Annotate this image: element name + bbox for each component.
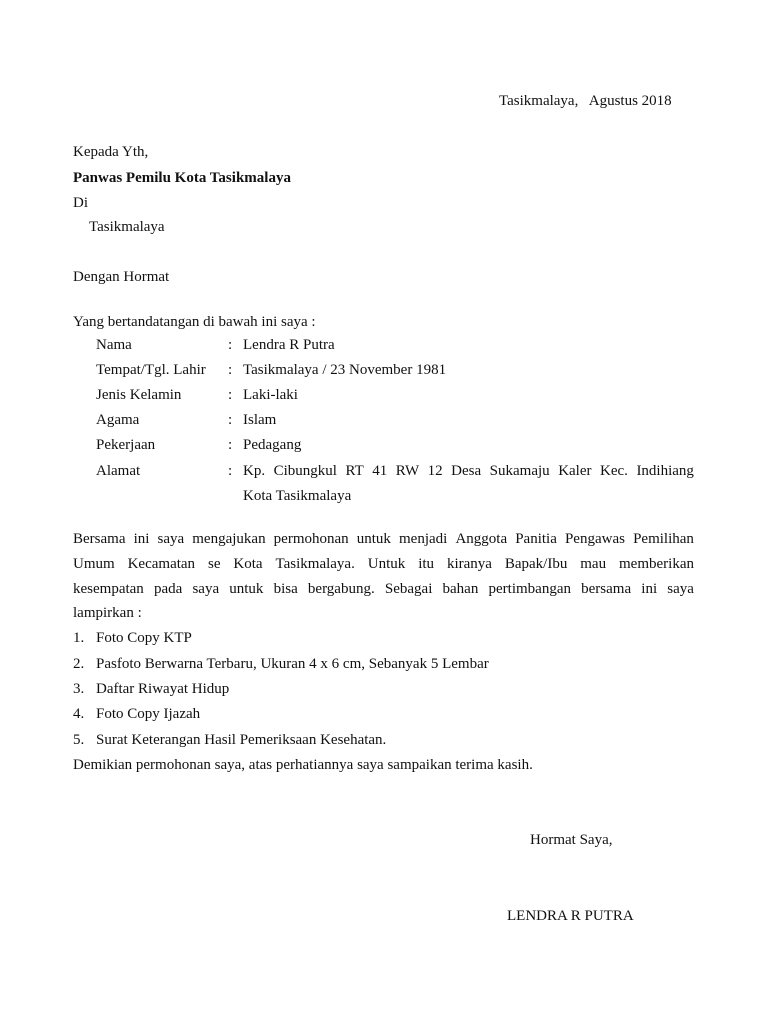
closing-salutation: Hormat Saya, (530, 832, 613, 848)
identity-value: Islam (243, 412, 277, 428)
word: Kota (233, 556, 263, 572)
identity-value: Lendra R Putra (243, 337, 335, 353)
word: untuk (229, 581, 264, 597)
word: Kecamatan (127, 556, 196, 572)
word: Untuk (367, 556, 406, 572)
attachment-item (73, 704, 200, 724)
identity-label: Pekerjaan (96, 437, 156, 453)
attachment-number: 5. (73, 732, 85, 748)
closing-paragraph: Demikian permohonan saya, atas perhatiannya saya sampaikan terima kasih. (73, 757, 533, 773)
attachment-text: Foto Copy Ijazah (96, 706, 201, 722)
word: Sukamaju (489, 463, 550, 479)
word: Bersama (73, 531, 126, 547)
identity-row-name (96, 335, 696, 355)
identity-colon: : (228, 362, 233, 378)
identity-row-gender (96, 385, 696, 405)
signature-name: LENDRA R PUTRA (507, 908, 634, 924)
word: saya (157, 531, 185, 547)
word: Desa (451, 463, 482, 479)
word: Indihiang (636, 463, 694, 479)
attachment-number: 2. (73, 656, 85, 672)
greeting: Dengan Hormat (73, 269, 170, 285)
word: saya (192, 581, 220, 597)
attachment-text: Daftar Riwayat Hidup (96, 681, 230, 697)
word: pertimbangan (488, 581, 571, 597)
word: Umum (73, 556, 115, 572)
word: Kec. (600, 463, 628, 479)
recipient-city: Tasikmalaya (89, 219, 165, 235)
word: Anggota (455, 531, 508, 547)
identity-label: Jenis Kelamin (96, 387, 182, 403)
recipient-di: Di (73, 195, 88, 211)
identity-label: Alamat (96, 463, 141, 479)
attachment-number: 3. (73, 681, 85, 697)
word: Pemilihan (633, 531, 694, 547)
attachment-item (73, 654, 489, 674)
identity-colon: : (228, 337, 233, 353)
attachment-number: 4. (73, 706, 85, 722)
word: menjadi (399, 531, 448, 547)
attachment-text: Foto Copy KTP (96, 630, 192, 646)
identity-colon: : (228, 437, 233, 453)
word: Kaler (558, 463, 592, 479)
address-line-2: Kota Tasikmalaya (243, 488, 352, 504)
word: Tasikmalaya. (275, 556, 355, 572)
word: saya (667, 581, 694, 597)
identity-label: Nama (96, 337, 132, 353)
identity-label: Agama (96, 412, 140, 428)
word: Pengawas (564, 531, 625, 547)
identity-row-occupation (96, 435, 696, 455)
word: Kp. (243, 463, 266, 479)
identity-row-birth (96, 360, 696, 380)
word: RT (345, 463, 364, 479)
word: itu (418, 556, 435, 572)
identity-colon: : (228, 463, 233, 479)
intro-line: Yang bertandatangan di bawah ini saya : (73, 314, 316, 330)
body-line-3 (73, 579, 694, 599)
identity-colon: : (228, 387, 233, 403)
identity-value: Pedagang (243, 437, 302, 453)
body-line-4: lampirkan : (73, 605, 142, 621)
word: ini (641, 581, 658, 597)
word: bahan (442, 581, 479, 597)
word: pada (153, 581, 183, 597)
identity-value: Laki-laki (243, 387, 298, 403)
word: Bapak/Ibu (504, 556, 568, 572)
place-date: Tasikmalaya, Agustus 2018 (499, 93, 672, 109)
word: memberikan (619, 556, 694, 572)
attachment-text: Pasfoto Berwarna Terbaru, Ukuran 4 x 6 cm, Sebanyak 5 Lembar (96, 656, 489, 672)
word: kesempatan (73, 581, 144, 597)
word: untuk (356, 531, 391, 547)
word: Sebagai (384, 581, 433, 597)
word: 41 (372, 463, 388, 479)
attachment-item (73, 628, 192, 648)
body-line-2 (73, 554, 694, 574)
recipient-salutation: Kepada Yth, (73, 144, 149, 160)
attachment-text: Surat Keterangan Hasil Pemeriksaan Kesehatan. (96, 732, 387, 748)
word: ini (133, 531, 150, 547)
word: mengajukan (192, 531, 266, 547)
identity-value: Tasikmalaya / 23 November 1981 (243, 362, 447, 378)
identity-label: Tempat/Tgl. Lahir (96, 362, 206, 378)
identity-row-religion (96, 410, 696, 430)
address-line-1 (243, 461, 694, 481)
word: RW (395, 463, 420, 479)
attachment-item (73, 679, 229, 699)
body-line-1 (73, 529, 694, 549)
word: Cibungkul (273, 463, 337, 479)
word: permohonan (273, 531, 349, 547)
word: bergabung. (307, 581, 375, 597)
word: se (207, 556, 221, 572)
attachment-item (73, 730, 386, 750)
attachment-number: 1. (73, 630, 85, 646)
word: 12 (427, 463, 443, 479)
recipient-organization: Panwas Pemilu Kota Tasikmalaya (73, 170, 291, 186)
identity-colon: : (228, 412, 233, 428)
word: bisa (273, 581, 298, 597)
word: mau (580, 556, 607, 572)
word: kiranya (446, 556, 492, 572)
word: Panitia (515, 531, 557, 547)
word: bersama (581, 581, 632, 597)
